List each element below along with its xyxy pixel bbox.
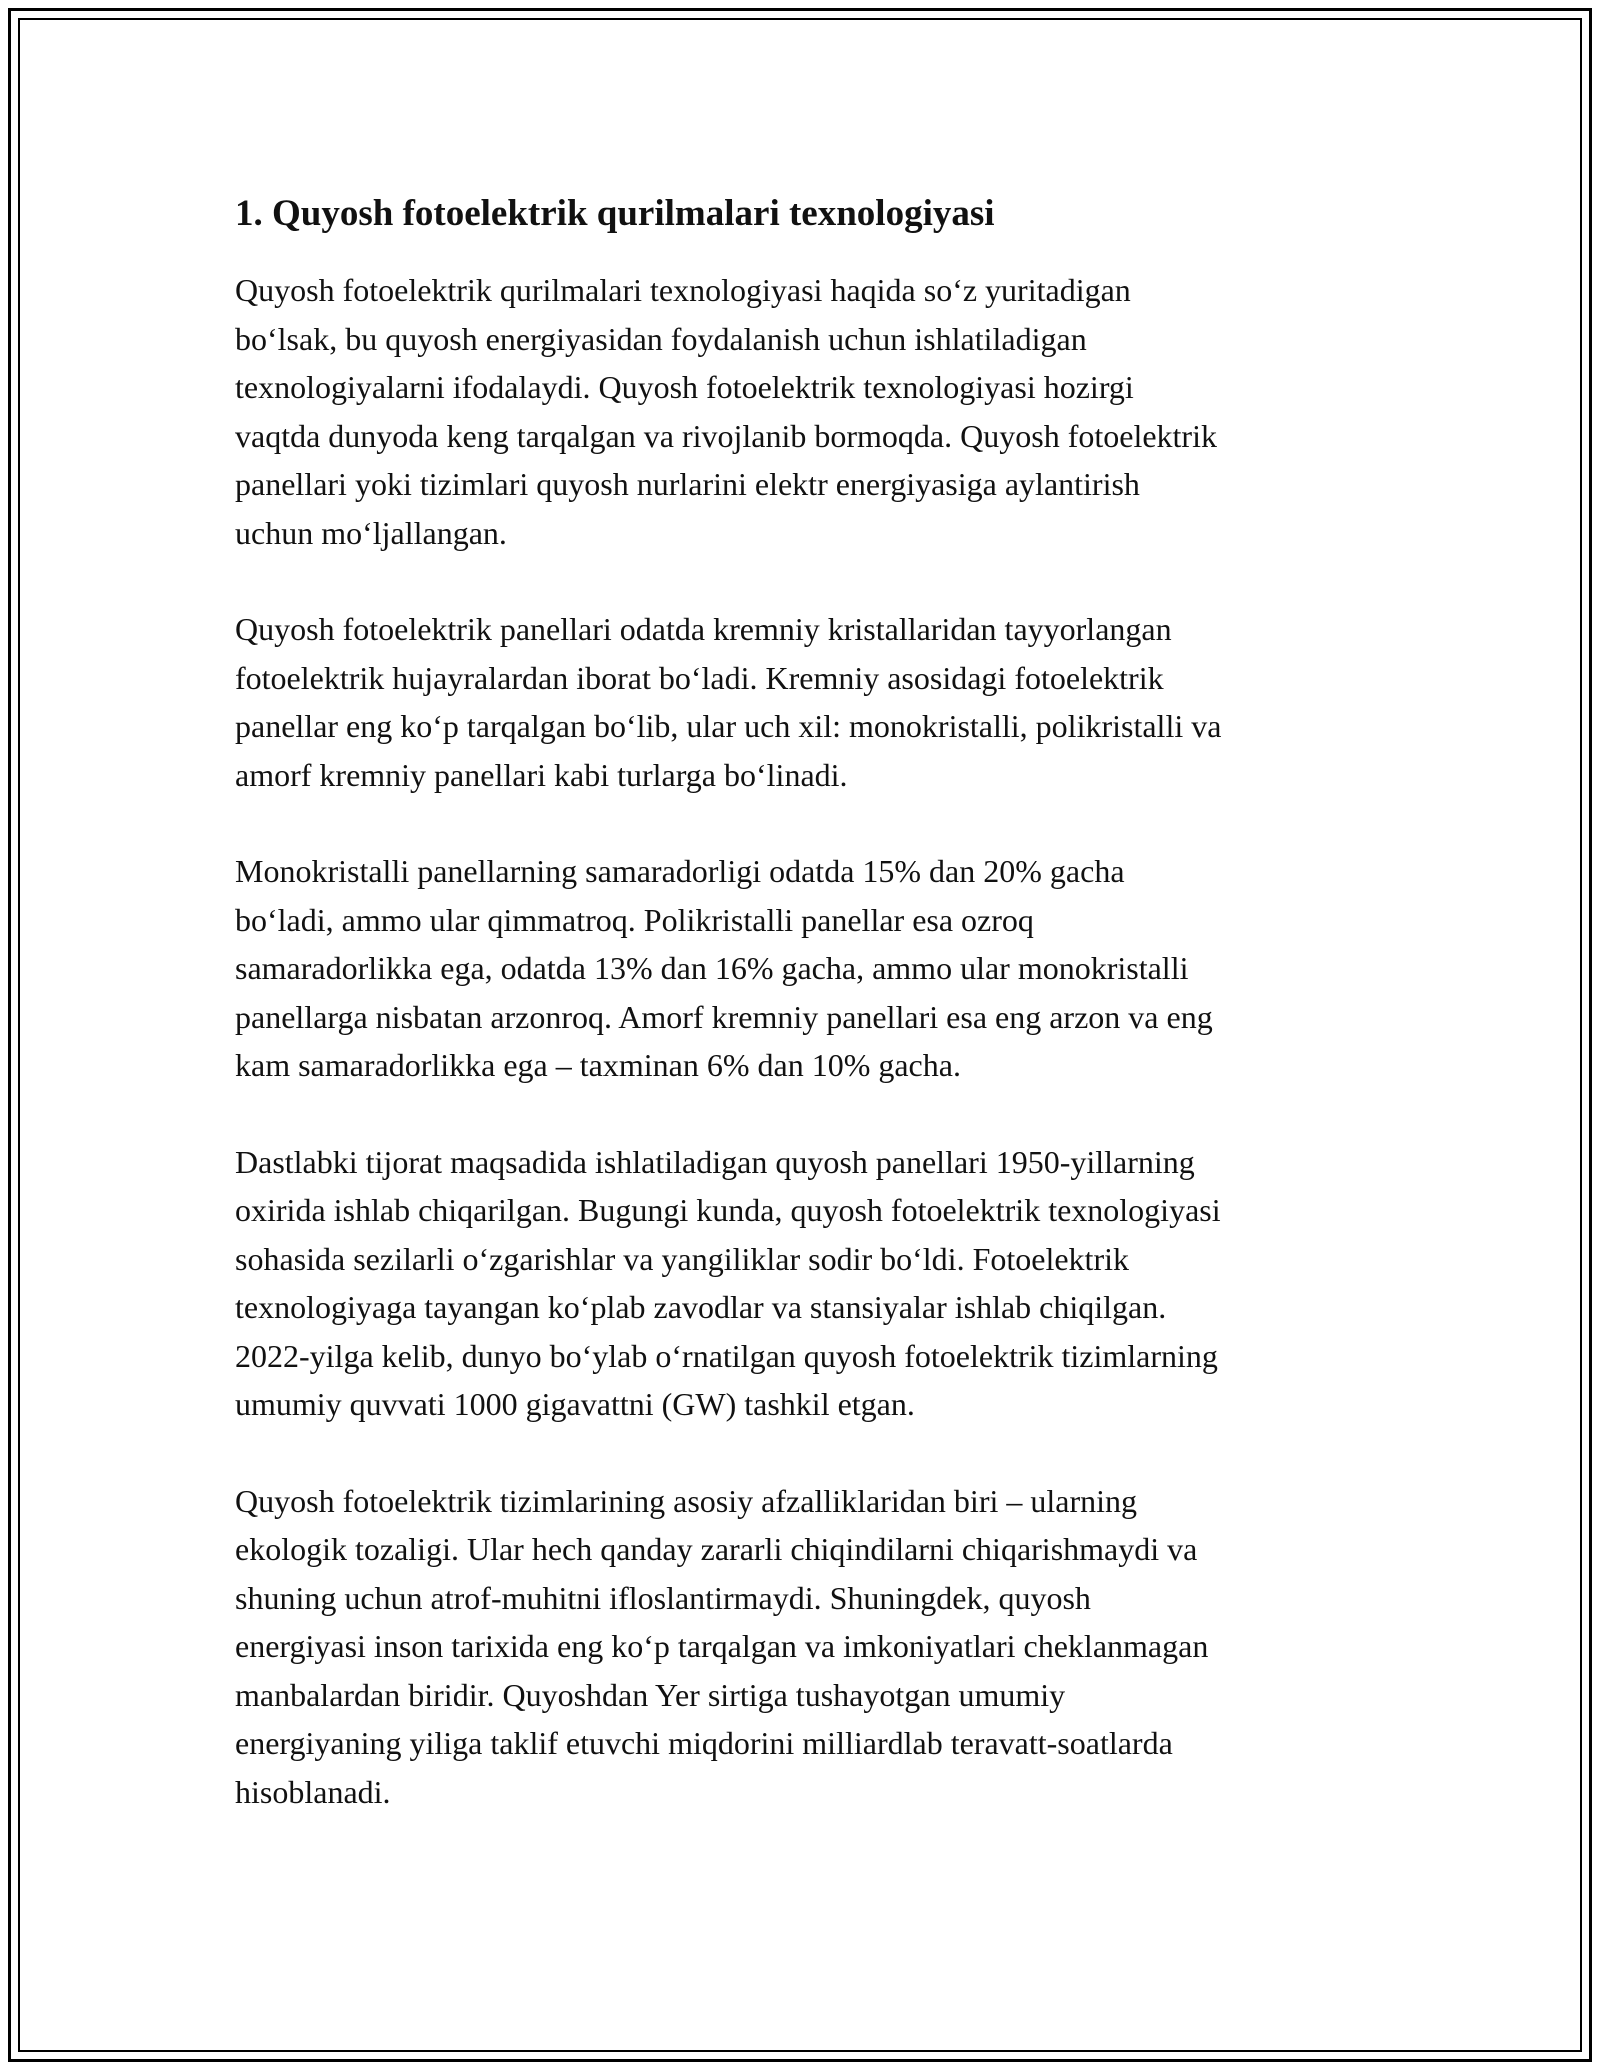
paragraph-intro: Quyosh fotoelektrik qurilmalari texnologiyasi haqida so‘z yuritadigan bo‘lsak, bu quyosh energiyasidan foydalanish uchun ishlatiladigan texnologiyalarni ifodalaydi. Quyosh fotoelektrik texnologiyasi hozirgi vaqtda dunyoda keng tarqalgan va rivojlanib bormoqda. Quyosh fotoelektrik panellari yoki tizimlari quyosh nurlarini elektr energiyasiga aylantirish uchun mo‘ljallangan. <box>235 272 1217 551</box>
paragraph-history: Dastlabki tijorat maqsadida ishlatiladigan quyosh panellari 1950-yillarning oxirida ishlab chiqarilgan. Bugungi kunda, quyosh fotoelektrik texnologiyasi sohasida sezilarli o‘zgarishlar va yangiliklar sodir bo‘ldi. Fotoelektrik texnologiyaga tayangan ko‘plab zavodlar va stansiyalar ishlab chiqilgan. 2022-yilga kelib, dunyo bo‘ylab o‘rnatilgan quyosh fotoelektrik tizimlarning umumiy quvvati 1000 gigavattni (GW) tashkil etgan. <box>235 1143 1221 1422</box>
paragraph-efficiency: Monokristalli panellarning samaradorligi odatda 15% dan 20% gacha bo‘ladi, ammo ular qimmatroq. Polikristalli panellar esa ozroq samaradorlikka ega, odatda 13% dan 16% gacha, ammo ular monokristalli panellarga nisbatan arzonroq. Amorf kremniy panellari esa eng arzon va eng kam samaradorlikka ega – taxminan 6% dan 10% gacha. <box>235 853 1213 1083</box>
section-heading: 1. Quyosh fotoelektrik qurilmalari texnologiyasi <box>235 193 995 234</box>
paragraph-panel-types: Quyosh fotoelektrik panellari odatda kremniy kristallaridan tayyorlangan fotoelektrik hujayralardan iborat bo‘ladi. Kremniy asosidagi fotoelektrik panellar eng ko‘p tarqalgan bo‘lib, ular uch xil: monokristalli, polikristalli va amorf kremniy panellari kabi turlarga bo‘linadi. <box>235 611 1222 793</box>
paragraph-advantages: Quyosh fotoelektrik tizimlarining asosiy afzalliklaridan biri – ularning ekologik tozaligi. Ular hech qanday zararli chiqindilarni chiqarishmaydi va shuning uchun atrof-muhitni ifloslantirmaydi. Shuningdek, quyosh energiyasi inson tarixida eng ko‘p tarqalgan va imkoniyatlari cheklanmagan manbalardan biridir. Quyoshdan Yer sirtiga tushayotgan umumiy energiyaning yiliga taklif etuvchi miqdorini milliardlab teravatt-soatlarda hisoblanadi. <box>235 1482 1209 1810</box>
document-body <box>235 190 1385 1864</box>
